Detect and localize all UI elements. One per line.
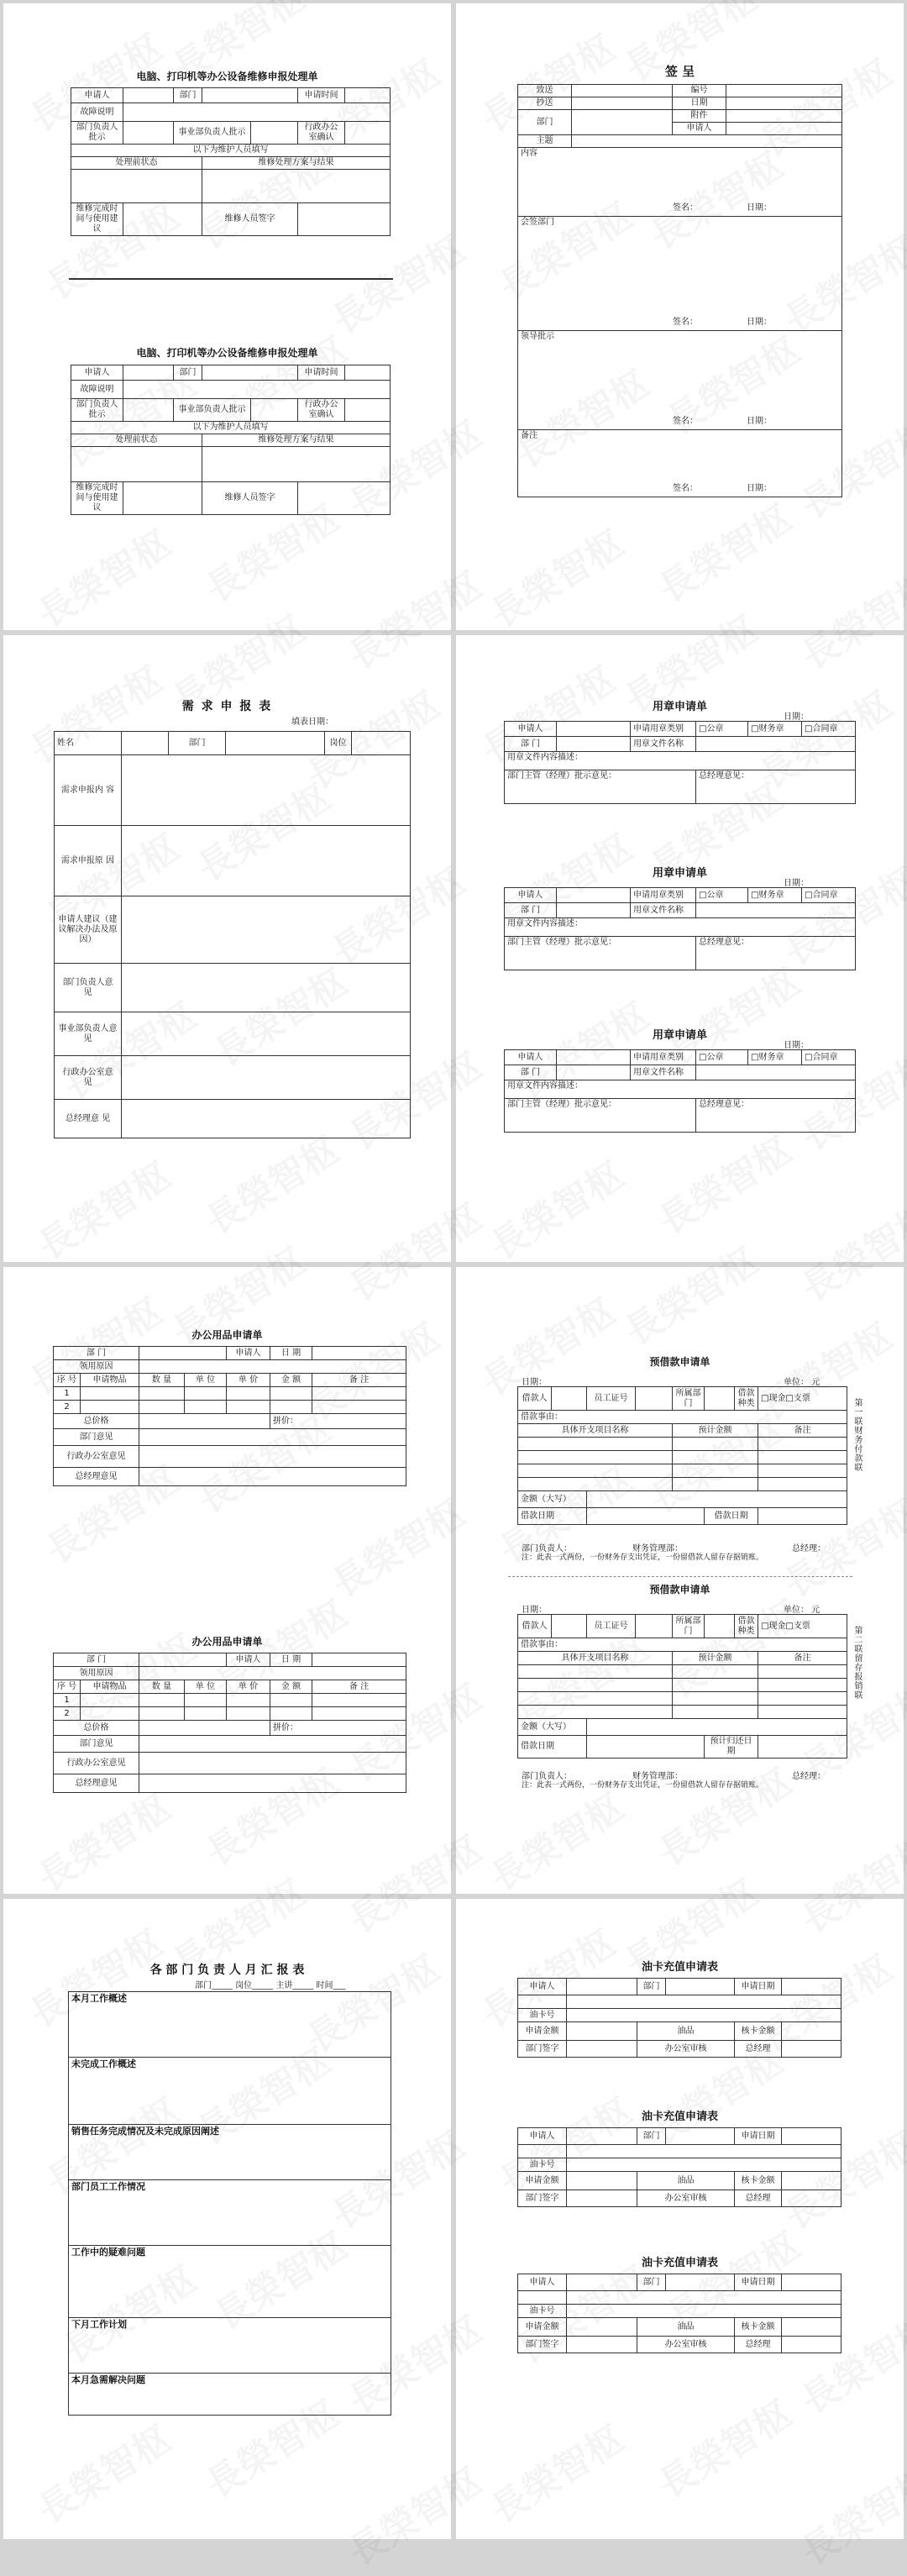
label-borrow-date-2: 借款日期 — [705, 1508, 758, 1525]
form-title: 各 部 门 负 责 人 月 汇 报 表 — [149, 1964, 305, 1977]
demand-form-table — [54, 731, 411, 1138]
col-header: 金 额 — [270, 1374, 312, 1387]
col-header: 备 注 — [312, 1374, 406, 1387]
sign-finance: 财务管理部： — [632, 1544, 683, 1553]
label-borrower: 借款人 — [518, 1387, 552, 1411]
opt-finance-seal[interactable]: □财务章 — [748, 722, 802, 737]
label-head: 部门主管（经理）批示意见： — [505, 1099, 696, 1133]
label-date: 日期 — [673, 97, 726, 110]
label-sign: 签名： — [673, 203, 698, 213]
unit-label: 单位： 元 — [784, 1606, 820, 1615]
label-card: 油卡号 — [518, 2158, 567, 2172]
label-applicant: 申请人 — [227, 1347, 270, 1360]
label-dept-sign: 部门签字 — [518, 2190, 567, 2207]
advance-form-table — [517, 1614, 847, 1759]
fuel-form-table — [517, 2127, 841, 2207]
label-spell: 拼价： — [270, 1414, 406, 1429]
form-page-seal — [456, 635, 904, 1262]
row-number: 1 — [54, 1387, 81, 1401]
form-title: 用章申请单 — [652, 867, 707, 880]
label-borrow-date: 借款日期 — [518, 1508, 587, 1525]
label-before: 处理前状态 — [71, 434, 202, 447]
label-gm: 总经理意见： — [696, 937, 856, 970]
form-title: 预借款申请单 — [649, 1356, 710, 1368]
label-dept: 部 门 — [54, 1653, 139, 1667]
demand-row-label: 总经理意 见 — [55, 1100, 122, 1138]
label-total: 总价格 — [54, 1414, 139, 1429]
label-before: 处理前状态 — [71, 157, 202, 170]
label-total: 总价格 — [54, 1721, 139, 1736]
seal-form-table — [504, 1049, 856, 1133]
label-plan: 维修处理方案与结果 — [202, 434, 391, 447]
label-post: 岗位 — [325, 732, 352, 755]
label-matter: 借款事由： — [518, 1411, 847, 1424]
label-spell: 拼价： — [270, 1721, 406, 1736]
form-title: 预借款申请单 — [649, 1584, 710, 1596]
label-borrower: 借款人 — [518, 1615, 552, 1638]
label-applicant: 申请人 — [518, 2128, 567, 2145]
label-borrow-date: 借款日期 — [518, 1736, 587, 1759]
col-header: 预计金额 — [673, 1424, 758, 1438]
report-row: 工作中的疑难问题 — [69, 2246, 391, 2318]
date-label: 日期： — [784, 712, 809, 722]
note: 注：此表一式两份，一份财务存支出凭证，一份留借款人留存存据销账。 — [522, 1781, 764, 1790]
label-filled-by: 以下为维护人员填写 — [71, 145, 391, 157]
form-title: 用章申请单 — [652, 701, 707, 713]
label-dept: 所属部门 — [673, 1615, 705, 1638]
unit-label: 单位： 元 — [784, 1378, 820, 1387]
label-doc-name: 用章文件名称 — [631, 737, 696, 752]
label-desc: 用章文件内容描述： — [505, 918, 856, 937]
seal-form-table — [504, 887, 856, 970]
supply-form-table — [53, 1653, 406, 1793]
label-fault: 故障说明 — [71, 381, 123, 399]
label-admin: 行政办公室确认 — [298, 122, 345, 145]
label-dept: 部 门 — [505, 737, 557, 752]
label-date: 申请日期 — [735, 2128, 782, 2145]
demand-row-label: 需求申报原 因 — [55, 826, 122, 896]
label-oil: 油品 — [637, 2172, 735, 2190]
label-biz-head: 事业部负责人批示 — [174, 122, 251, 145]
form-title: 办公用品申请单 — [191, 1329, 263, 1341]
opt-cash-cheque[interactable]: □现金□支票 — [758, 1387, 847, 1411]
col-header: 序 号 — [54, 1374, 81, 1387]
form-title: 办公用品申请单 — [191, 1636, 263, 1648]
label-dept: 部门 — [637, 2274, 666, 2291]
opt-contract-seal[interactable]: □合同章 — [802, 722, 856, 737]
form-page-memo — [456, 3, 904, 630]
form-title: 油卡充值申请表 — [641, 2257, 718, 2269]
label-dept-sign: 部门签字 — [518, 2041, 567, 2058]
report-row: 未完成工作概述 — [69, 2058, 391, 2125]
sign-dept-head: 部门负责人： — [522, 1772, 572, 1781]
side-label: 第二联留存报销联 — [852, 1626, 862, 1700]
label-card: 油卡号 — [518, 2305, 567, 2318]
note: 注：此表一式两份，一份财务存支出凭证，一份留借款人留存存据销账。 — [522, 1553, 764, 1562]
col-header: 金 额 — [270, 1680, 312, 1694]
label-leader: 领导批示 — [521, 332, 554, 341]
col-header: 申请物品 — [81, 1680, 139, 1694]
label-emp-no: 员工证号 — [587, 1615, 636, 1638]
label-dept-head: 部门负责人批示 — [71, 399, 123, 422]
form-page-advance — [456, 1267, 904, 1894]
opt-contract-seal[interactable]: □合同章 — [802, 888, 856, 903]
opt-official-seal[interactable]: □公章 — [696, 888, 748, 903]
label-dept: 部门 — [174, 365, 202, 381]
label-dept: 部 门 — [54, 1347, 139, 1360]
report-row: 本月工作概述 — [69, 1992, 391, 2058]
label-seal-type: 申请用章类别 — [631, 888, 696, 903]
date-label: 日期： — [784, 879, 809, 888]
label-date2: 日期： — [747, 417, 772, 426]
report-row: 部门员工工作情况 — [69, 2180, 391, 2246]
label-kind: 借款种类 — [735, 1615, 758, 1638]
demand-row-label: 行政办公室意 见 — [55, 1056, 122, 1100]
label-dept: 部门 — [169, 732, 226, 755]
supply-form-table — [53, 1346, 406, 1486]
demand-row-label: 需求申报内 容 — [55, 755, 122, 826]
date-label: 日期： — [522, 1606, 547, 1615]
fuel-form-table — [517, 1978, 841, 2058]
col-header: 序 号 — [54, 1680, 81, 1694]
label-dept-opinion: 部门意见 — [54, 1429, 139, 1446]
col-header: 单 位 — [185, 1374, 227, 1387]
label-no: 编号 — [673, 85, 726, 97]
form-page-demand — [3, 635, 451, 1262]
label-gm: 总经理 — [735, 2190, 782, 2207]
label-admin-opinion: 行政办公室意见 — [54, 1753, 139, 1774]
label-content: 内容 — [521, 149, 537, 158]
label-card-amount: 核卡金额 — [735, 2022, 782, 2041]
form-title-2: 电脑、打印机等办公设备维修申报处理单 — [136, 347, 318, 359]
row-number: 2 — [54, 1401, 81, 1414]
label-dept: 部门 — [637, 1979, 666, 1995]
label-reason: 领用原因 — [54, 1667, 139, 1680]
label-admin: 行政办公室确认 — [298, 399, 345, 422]
label-emp-no: 员工证号 — [587, 1387, 636, 1411]
col-header: 数 量 — [139, 1374, 185, 1387]
label-sign: 签名： — [673, 318, 698, 327]
label-remark: 备注 — [521, 431, 537, 440]
label-cc: 抄送 — [518, 97, 572, 110]
label-doc-name: 用章文件名称 — [631, 1065, 696, 1080]
date-label: 日期： — [522, 1378, 547, 1387]
label-amount: 申请金额 — [518, 2318, 567, 2337]
row-number: 2 — [54, 1707, 81, 1721]
label-amount: 金额（大写） — [518, 1719, 587, 1736]
col-header: 预计金额 — [673, 1652, 758, 1665]
form-title: 需 求 申 报 表 — [181, 700, 273, 713]
report-row: 销售任务完成情况及未完成原因阐述 — [69, 2125, 391, 2180]
label-oil: 油品 — [637, 2318, 735, 2337]
form-title: 签 呈 — [664, 64, 695, 79]
label-amount: 申请金额 — [518, 2022, 567, 2041]
form-title: 电脑、打印机等办公设备维修申报处理单 — [136, 71, 318, 82]
col-header: 备注 — [758, 1424, 847, 1438]
label-desc: 用章文件内容描述： — [505, 1080, 856, 1099]
sign-dept-head: 部门负责人： — [522, 1544, 572, 1553]
label-sign: 签名： — [673, 417, 698, 426]
repair-form-table — [71, 87, 391, 236]
monthly-report-table — [68, 1991, 391, 2416]
divider — [508, 1576, 852, 1577]
sign-gm: 总经理： — [792, 1544, 826, 1553]
opt-contract-seal[interactable]: □合同章 — [802, 1050, 856, 1065]
label-dept-opinion: 部门意见 — [54, 1736, 139, 1753]
label-desc: 用章文件内容描述： — [505, 752, 856, 770]
label-head: 部门主管（经理）批示意见： — [505, 770, 696, 804]
report-meta: 部门_____ 岗位_____ 主讲_____ 时间___ — [195, 1981, 346, 1990]
opt-cash-cheque[interactable]: □现金□支票 — [758, 1615, 847, 1638]
form-page-monthly-report — [3, 1899, 451, 2539]
label-dept: 部门 — [518, 110, 572, 135]
sign-finance: 财务管理部： — [632, 1772, 683, 1781]
col-header: 申请物品 — [81, 1374, 139, 1387]
label-office-review: 办公室审核 — [637, 2041, 735, 2058]
label-attach: 附件 — [673, 110, 726, 123]
label-office-review: 办公室审核 — [637, 2337, 735, 2353]
label-name: 姓名 — [55, 732, 122, 755]
label-amount: 申请金额 — [518, 2172, 567, 2190]
label-after: 维修完成时间与使用建议 — [71, 482, 123, 515]
date-label: 日期： — [784, 1041, 809, 1050]
label-gm-opinion: 总经理意见 — [54, 1468, 139, 1486]
form-page-fuel-card — [456, 1899, 904, 2539]
form-title: 油卡充值申请表 — [641, 1961, 718, 1974]
report-row: 本月急需解决问题 — [69, 2374, 391, 2416]
label-time: 申请时间 — [298, 365, 345, 381]
demand-row-label: 部门负责人意 见 — [55, 964, 122, 1012]
label-refund-date: 预计归还日期 — [705, 1736, 758, 1759]
label-time: 申请时间 — [298, 88, 345, 103]
label-gm-opinion: 总经理意见 — [54, 1774, 139, 1793]
label-head: 部门主管（经理）批示意见： — [505, 937, 696, 970]
col-header: 备注 — [758, 1652, 847, 1665]
label-dept: 部门 — [174, 88, 202, 103]
col-header: 单 价 — [227, 1680, 270, 1694]
label-send: 致送 — [518, 85, 572, 97]
label-seal-type: 申请用章类别 — [631, 1050, 696, 1065]
seal-form-table — [504, 721, 856, 804]
report-row: 下月工作计划 — [69, 2318, 391, 2374]
label-fault: 故障说明 — [71, 103, 123, 122]
fuel-form-table — [517, 2274, 841, 2353]
col-header: 单 价 — [227, 1374, 270, 1387]
col-header: 数 量 — [139, 1680, 185, 1694]
label-amount: 金额（大写） — [518, 1491, 587, 1508]
label-office-review: 办公室审核 — [637, 2190, 735, 2207]
col-header: 备 注 — [312, 1680, 406, 1694]
label-filled-by: 以下为维护人员填写 — [71, 422, 391, 434]
label-date: 日 期 — [270, 1653, 312, 1667]
label-gm: 总经理 — [735, 2041, 782, 2058]
label-applicant: 申请人 — [518, 2274, 567, 2291]
label-applicant: 申请人 — [71, 88, 123, 103]
label-gm: 总经理意见： — [696, 1099, 856, 1133]
memo-form-table — [517, 84, 842, 497]
label-dept-head: 部门负责人批示 — [71, 122, 123, 145]
demand-row-label: 申请人建议（建议解决办法及原因） — [55, 896, 122, 964]
opt-official-seal[interactable]: □公章 — [696, 1050, 748, 1065]
label-matter: 借款事由： — [518, 1638, 847, 1652]
label-applicant: 申请人 — [518, 1979, 567, 1995]
label-subject: 主题 — [518, 135, 572, 148]
sign-gm: 总经理： — [792, 1772, 826, 1781]
label-date: 申请日期 — [735, 1979, 782, 1995]
label-date2: 日期： — [747, 203, 772, 213]
opt-finance-seal[interactable]: □财务章 — [748, 888, 802, 903]
label-applicant: 申请人 — [227, 1653, 270, 1667]
advance-form-table — [517, 1386, 847, 1525]
label-dept: 部 门 — [505, 1065, 557, 1080]
label-gm: 总经理意见： — [696, 770, 856, 804]
label-dept: 所属部门 — [673, 1387, 705, 1411]
label-dept: 部 门 — [505, 903, 557, 918]
label-applicant: 申请人 — [505, 888, 557, 903]
label-dept-sign: 部门签字 — [518, 2337, 567, 2353]
form-page-office-supplies — [3, 1267, 451, 1894]
label-card: 油卡号 — [518, 2009, 567, 2022]
divider — [69, 278, 393, 280]
label-date: 申请日期 — [735, 2274, 782, 2291]
label-applicant: 申请人 — [505, 1050, 557, 1065]
form-title: 用章申请单 — [652, 1029, 707, 1042]
side-label: 第一联财务付款联 — [852, 1398, 862, 1472]
form-page-equipment-repair — [3, 3, 451, 630]
label-gm: 总经理 — [735, 2337, 782, 2353]
col-header: 具体开支项目名称 — [518, 1424, 673, 1438]
label-applicant: 申请人 — [673, 123, 726, 135]
label-applicant: 申请人 — [71, 365, 123, 381]
label-card-amount: 核卡金额 — [735, 2172, 782, 2190]
label-doc-name: 用章文件名称 — [631, 903, 696, 918]
label-cosign: 会签部门 — [521, 218, 554, 227]
form-title: 油卡充值申请表 — [641, 2111, 718, 2123]
label-card-amount: 核卡金额 — [735, 2318, 782, 2337]
label-dept: 部门 — [637, 2128, 666, 2145]
label-biz-head: 事业部负责人批示 — [174, 399, 251, 422]
col-header: 单 位 — [185, 1680, 227, 1694]
demand-row-label: 事业部负责人意 见 — [55, 1012, 122, 1056]
label-date: 日 期 — [270, 1347, 312, 1360]
label-signer: 维修人员签字 — [202, 482, 298, 515]
label-after: 维修完成时间与使用建议 — [71, 203, 123, 236]
opt-finance-seal[interactable]: □财务章 — [748, 1050, 802, 1065]
row-number: 1 — [54, 1694, 81, 1707]
label-oil: 油品 — [637, 2022, 735, 2041]
label-kind: 借款种类 — [735, 1387, 758, 1411]
label-sign: 签名： — [673, 484, 698, 493]
opt-official-seal[interactable]: □公章 — [696, 722, 748, 737]
label-plan: 维修处理方案与结果 — [202, 157, 391, 170]
label-reason: 领用原因 — [54, 1360, 139, 1374]
col-header: 具体开支项目名称 — [518, 1652, 673, 1665]
label-admin-opinion: 行政办公室意见 — [54, 1446, 139, 1468]
fill-date-label: 填表日期： — [291, 718, 333, 727]
label-seal-type: 申请用章类别 — [631, 722, 696, 737]
label-signer: 维修人员签字 — [202, 203, 298, 236]
label-applicant: 申请人 — [505, 722, 557, 737]
label-date2: 日期： — [747, 318, 772, 327]
label-date2: 日期： — [747, 484, 772, 493]
repair-form-table-2 — [71, 365, 391, 515]
